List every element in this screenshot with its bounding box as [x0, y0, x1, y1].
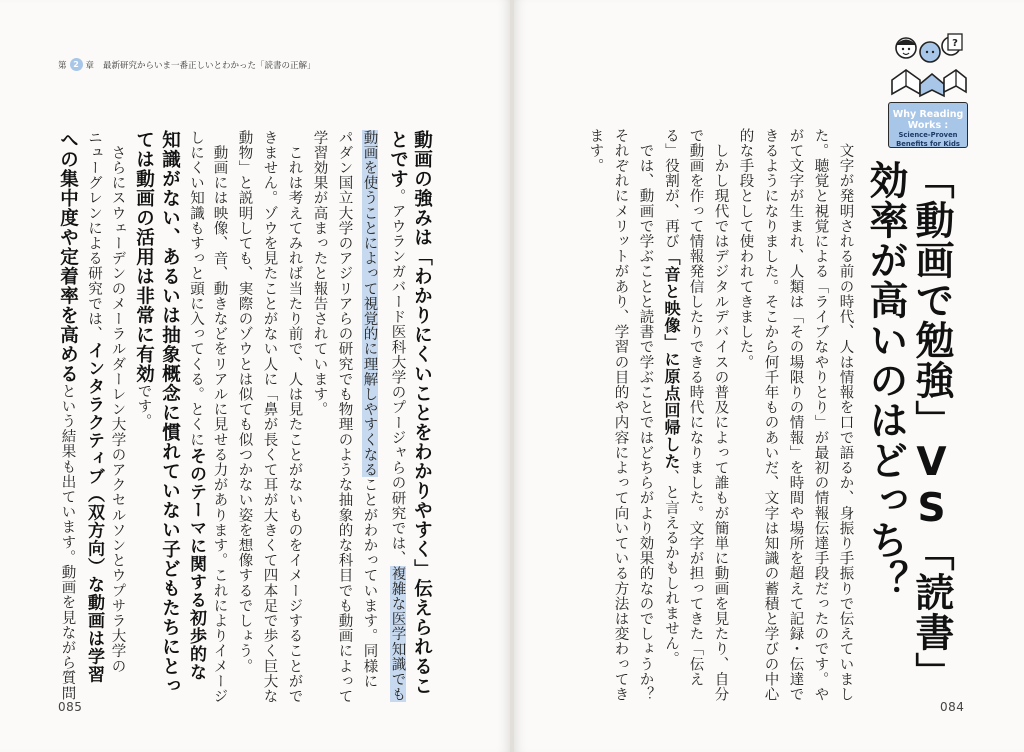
right-body-line: で動画を作って情報発信したりできる時代になりました。文字が担ってきた「伝え — [687, 128, 704, 687]
page-number-right: 084 — [940, 700, 965, 714]
right-body-line: がて文字が生まれ、人類は「その場限りの情報」を時間や場所を超えて記録・伝達で — [787, 128, 804, 702]
emphasis-text: 「音と映像」に原点回帰した — [662, 248, 681, 470]
left-body-line-mixed — [362, 130, 377, 689]
title-line-2: 効率が高いのはどっち？ — [863, 160, 908, 600]
right-body-line: それぞれにメリットがあり、学習の目的や内容によって向いている方法は変わってき — [612, 128, 629, 702]
left-body-line: 動物」と説明しても、実際のゾウとは似ても似つかない姿を想像するでしょう。 — [236, 130, 253, 674]
emphasis-text: への集中度や定着率を高める — [57, 130, 79, 384]
emphasis-text: インタラクティブ（双方向）な動画は学習 — [84, 341, 104, 684]
badge-line-2: Science-Proven — [898, 131, 958, 139]
left-body-line-mixed — [187, 130, 204, 681]
highlighted-text: 複雑な医学知識でも — [389, 566, 406, 702]
left-body-line: 学習効果が高まったと報告されています。 — [311, 130, 328, 417]
text-run: しにくい知識もすっと頭に入ってくる。とくに — [188, 130, 204, 448]
right-body-line: では、動画で学ぶことと読書で学ぶことではどちらがより効果的なのでしょうか？ — [637, 128, 654, 702]
series-logo — [888, 30, 968, 148]
chapter-title: 最新研究からいま一番正しいとわかった「読書の正解」 — [103, 60, 316, 71]
text-run: 、と言えるかもしれません。 — [663, 469, 679, 667]
text-run: ニューグレンによる研究では、 — [86, 130, 102, 342]
left-body-line: さらにスウェーデンのメーラルダーレン大学のアクセルソンとウプサラ大学の — [109, 130, 126, 674]
page-number-left: 085 — [58, 700, 83, 714]
emphasis-text: ては動画の活用は非常に有効 — [133, 130, 155, 384]
emphasis-text: とです — [387, 130, 409, 189]
right-body-line: 的な手段として使われてきました。 — [737, 128, 754, 370]
title-line-1: 「動画で勉強」VS「読書」 — [909, 160, 954, 692]
right-body-line: ます。 — [587, 128, 604, 174]
left-body-line: これは考えてみれば当たり前で、人は見たことがないものをイメージすることがで — [286, 130, 303, 704]
reading-kids-illustration — [888, 30, 968, 102]
text-run: る」役割が、再び — [663, 128, 679, 249]
right-body-line: きるようになりました。そこから何千年ものあいだ、文字は知識の蓄積と学びの中心 — [762, 128, 779, 702]
emphasis-text: そのテーマに関する初歩的な — [186, 447, 206, 682]
highlighted-text: 動画を使うことによって視覚的に理解しやすくなる — [361, 130, 378, 478]
left-body-line-mixed — [388, 130, 407, 702]
svg-text:?: ? — [952, 38, 958, 49]
series-badge — [888, 102, 968, 148]
badge-line-3: Benefits for Kids — [896, 139, 960, 148]
left-body-line: 動画には映像、音、動きなどをリアルに見せる力があります。これによりイメージ — [211, 130, 228, 704]
right-body-line-mixed — [663, 128, 679, 666]
chapter-number-badge: 2 — [70, 58, 83, 71]
chapter-prefix: 第 — [58, 60, 67, 71]
text-run: です。 — [135, 383, 152, 429]
right-body-line: しかし現代ではデジタルデバイスの普及によって誰もが簡単に動画を見たり、自分 — [712, 128, 729, 702]
text-run: 。アウランガバード医科大学のプージャらの研究では、 — [389, 188, 406, 566]
chapter-suffix: 章 — [85, 60, 95, 71]
text-run: ことがわかっています。同様に — [361, 477, 378, 689]
left-body-line-mixed — [58, 130, 77, 701]
left-body-line-mixed — [134, 130, 153, 429]
running-head — [58, 58, 316, 71]
right-body-line: 文字が発明される前の時代、人は情報を口で語るか、身振り手振りで伝えていまし — [837, 128, 854, 702]
left-body-line-mixed — [85, 130, 102, 683]
left-emphasis-line: 知識がない、あるいは抽象概念に慣れていない子どもたちにとっ — [159, 130, 181, 696]
left-body-line: パダン国立大学のアジリアらの研究でも物理のような抽象的な科目でも動画によって — [336, 130, 353, 704]
left-emphasis-line: 動画の強みは「わかりにくいことをわかりやすく」伝えられるこ — [411, 130, 433, 696]
left-body-line: きません。ゾウを見たことがない人に「鼻が長くて耳が大きくて四本足で歩く巨大な — [261, 130, 278, 704]
book-gutter — [510, 0, 514, 752]
right-body-line: た。聴覚と視覚による「ライブなやりとり」が最初の情報伝達手段だったのです。や — [812, 128, 829, 702]
badge-line-1: Why Reading Works : — [892, 109, 964, 131]
text-run: という結果も出ています。動画を見ながら質問 — [59, 383, 76, 701]
